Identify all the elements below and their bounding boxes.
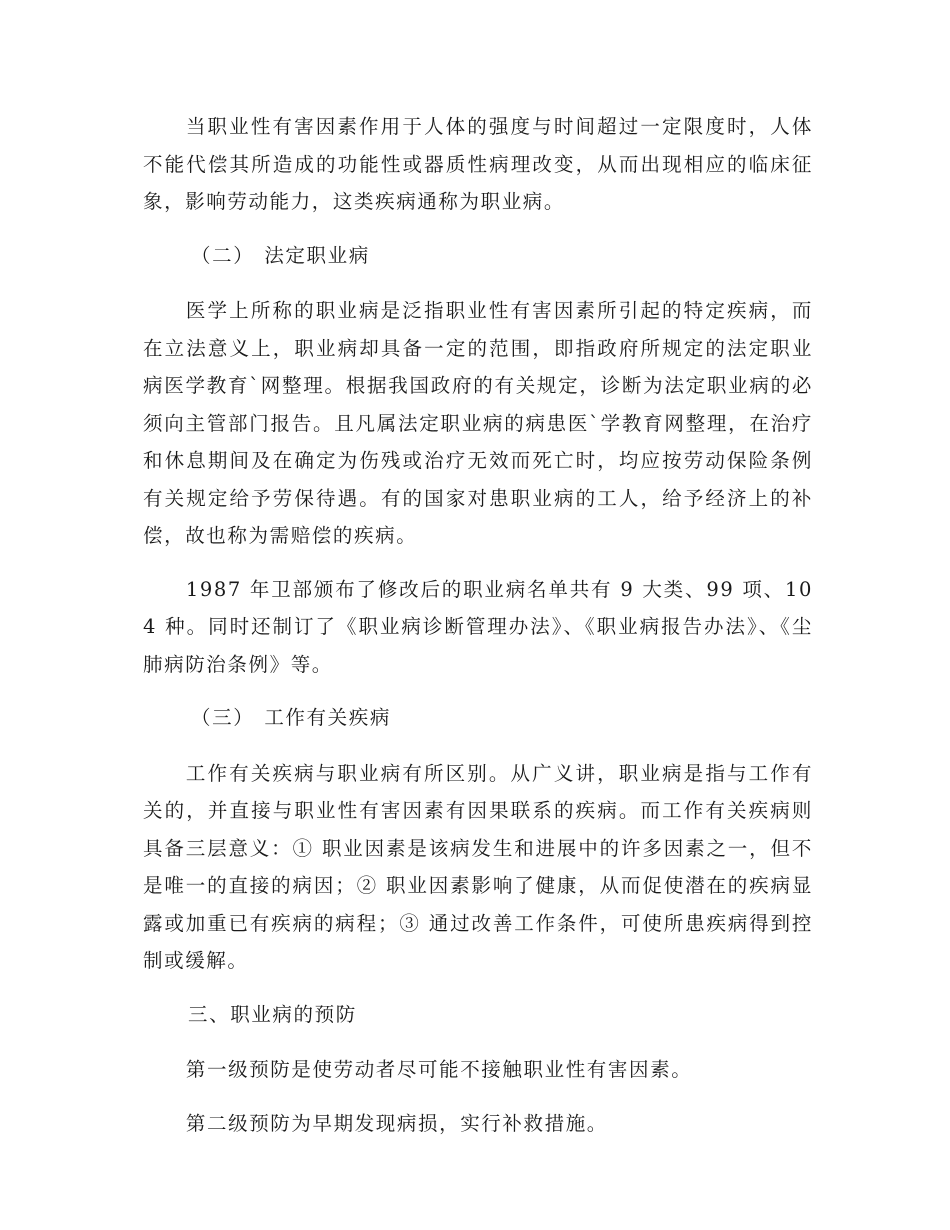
document-page — [143, 108, 813, 1158]
section-heading-statutory-occupational-disease — [143, 237, 813, 275]
section-title: 法定职业病 — [264, 243, 370, 267]
section-title: 工作有关疾病 — [264, 706, 391, 729]
paragraph-occupational-disease-definition: 当职业性有害因素作用于人体的强度与时间超过一定限度时，人体不能代偿其所造成的功能性或器质性病理改变，从而出现相应的临床征象，影响劳动能力，这类疾病通称为职业病。 — [143, 115, 813, 213]
section-heading-work-related-disease — [143, 699, 813, 737]
paragraph-1987-list: 1987 年卫部颁布了修改后的职业病名单共有 9 大类、99 项、104 种。同时还制订了《职业病诊断管理办法》、《职业病报告办法》、《尘肺病防治条例》等。 — [143, 577, 813, 676]
section-heading-prevention: 三、职业病的预防 — [188, 1002, 357, 1026]
section-number: （二） — [191, 243, 255, 267]
paragraph-work-related-disease: 工作有关疾病与职业病有所区别。从广义讲，职业病是指与工作有关的，并直接与职业性有害因素有因果联系的疾病。而工作有关疾病则具备三层意义：① 职业因素是该病发生和进展中的许多因素之一，但不是唯一的直接的病因；② 职业因素影响了健康，从而促使潜在的疾病显露或加重已有疾病的病程；③ 通过改善工作条件，可使所患疾病得到控制或缓解。 — [143, 761, 813, 972]
paragraph-statutory-occupational-disease: 医学上所称的职业病是泛指职业性有害因素所引起的特定疾病，而在立法意义上，职业病却具备一定的范围，即指政府所规定的法定职业病医学教育`网整理。根据我国政府的有关规定，诊断为法定职业病的必须向主管部门报告。且凡属法定职业病的病患医`学教育网整理，在治疗和休息期间及在确定为伤残或治疗无效而死亡时，均应按劳动保险条例有关规定给予劳保待遇。有的国家对患职业病的工人，给予经济上的补偿，故也称为需赔偿的疾病。 — [143, 299, 813, 547]
paragraph-primary-prevention: 第一级预防是使劳动者尽可能不接触职业性有害因素。 — [185, 1058, 693, 1081]
section-number: （三） — [191, 706, 255, 729]
paragraph-secondary-prevention: 第二级预防为早期发现病损，实行补救措施。 — [185, 1111, 608, 1135]
